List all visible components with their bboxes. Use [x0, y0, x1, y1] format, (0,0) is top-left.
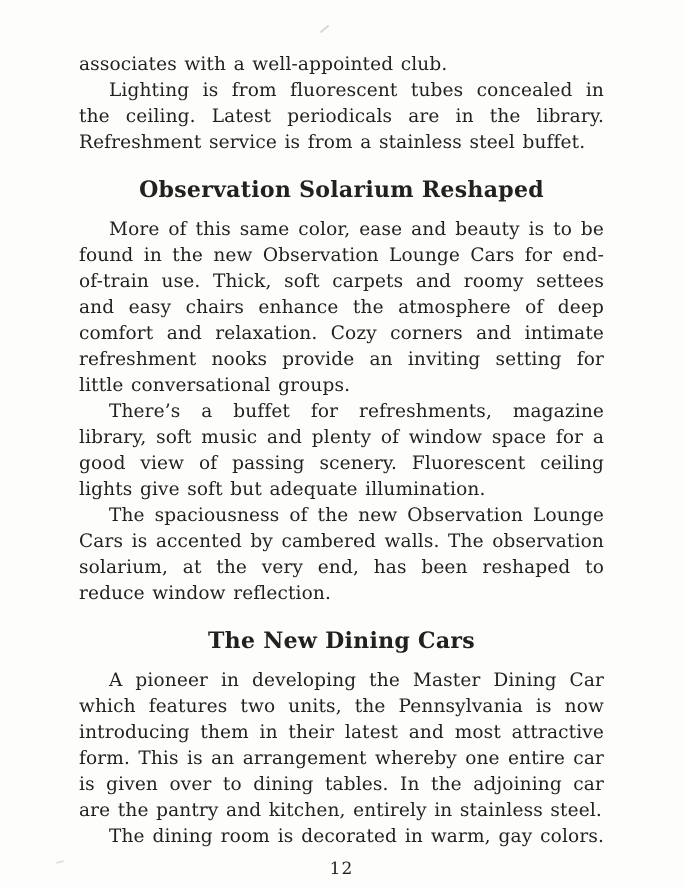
paragraph-spaciousness: The spaciousness of the new Observation Lounge Cars is accented by cambered walls. The observation solarium, at the very end, has been reshaped to reduce window reflection.: [79, 505, 604, 604]
scan-artifact: [56, 860, 64, 864]
section-heading-new-dining-cars: The New Dining Cars: [208, 628, 475, 654]
section-heading-observation-solarium: Observation Solarium Reshaped: [139, 177, 544, 203]
paragraph-buffet-refreshments: There’s a buffet for refreshments, magazine library, soft music and plenty of window space for a good view of passing scenery. Fluorescent ceiling lights give soft but adequate illumination.: [79, 401, 604, 500]
page-content: [79, 52, 604, 879]
paragraph-observation-lounge: More of this same color, ease and beauty is to be found in the new Observation Lounge Cars for end-of-train use. Thick, soft carpets and roomy settees and easy chairs enhance the atmosphere of deep comfort and relaxation. Cozy corners and intimate refreshment nooks provide an inviting setting for little conversational groups.: [79, 219, 604, 396]
paragraph-master-dining-car: A pioneer in developing the Master Dining Car which features two units, the Pennsylvania is now introducing them in their latest and most attractive form. This is an arrangement whereby one entire car is given over to dining tables. In the adjoining car are the pantry and kitchen, entirely in stainless steel.: [79, 670, 604, 821]
page-number: 12: [329, 859, 354, 879]
paragraph-dining-room: The dining room is decorated in warm, gay colors.: [109, 826, 604, 847]
paragraph-club-continuation: associates with a well-appointed club.: [79, 54, 448, 75]
paragraph-lighting: Lighting is from fluorescent tubes concealed in the ceiling. Latest periodicals are in the library. Refreshment service is from a stainless steel buffet.: [79, 80, 604, 153]
scan-artifact: [320, 25, 330, 34]
